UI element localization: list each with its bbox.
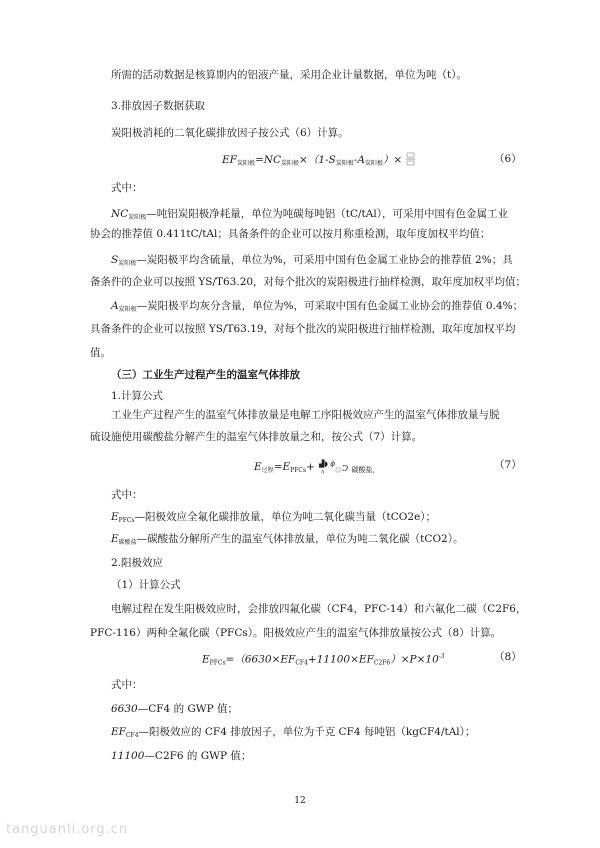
section-heading: [111, 389, 520, 403]
formula-glyph: [318, 458, 348, 474]
eq-subscript: 碳酸盐，: [351, 466, 380, 474]
paragraph-line: [111, 68, 520, 82]
paragraph-line: [90, 430, 520, 444]
eq-subscript: 炭阳极: [335, 160, 354, 167]
term: 6630: [111, 703, 138, 715]
eq-term: E: [254, 461, 262, 473]
paragraph-line: [90, 346, 520, 360]
subscript: 碳酸盐: [118, 539, 137, 546]
eq-term: =E: [273, 461, 291, 473]
paragraph-line: [111, 702, 520, 716]
paragraph-line: [111, 488, 520, 502]
eq-term: E: [202, 653, 210, 666]
text: —碳酸盐分解所产生的温室气体排放量，单位为吨二氧化碳（tCO2）。: [136, 533, 464, 545]
term: NC: [111, 208, 129, 220]
text: 备条件的企业可以按照 YS/T63.20，对每个批次的炭阳极进行抽样检测，取年度加权平均值；: [90, 276, 527, 288]
text: —C2F6 的 GWP 值；: [144, 750, 252, 762]
term: A: [111, 300, 119, 312]
text: 式中：: [111, 182, 143, 194]
term: E: [111, 533, 119, 545]
text: PFC-116）两种全氟化碳（PFCs）。阳极效应产生的温室气体排放量按公式（8）计算。: [90, 627, 502, 639]
text: 电解过程在发生阳极效应时，会排放四氟化碳（CF4，PFC-14）和六氟化二碳（C2F6，: [111, 603, 527, 615]
eq-subscript: C2F6: [373, 659, 391, 667]
text: 值。: [90, 347, 111, 359]
page-number: 12: [294, 796, 306, 806]
text: —吨铝炭阳极净耗量，单位为吨碳每吨铝（tC/tAl），可采用中国有色金属工业: [146, 208, 508, 220]
paragraph-line: [111, 749, 520, 763]
text: （1）计算公式: [111, 579, 181, 591]
text: 具备条件的企业可以按照 YS/T63.19，对每个批次的炭阳极进行抽样检测，取年度加权平均: [90, 323, 516, 335]
eq-term: =（6630×EF: [225, 653, 296, 666]
text: 3.排放因子数据获取: [111, 100, 206, 112]
term: E: [111, 511, 119, 523]
paragraph-line: [111, 126, 520, 140]
svg-text:Ↄ: Ↄ: [342, 464, 349, 473]
subscript: 炭阳极: [118, 306, 137, 313]
text: 工业生产过程产生的温室气体排放量是电解工序阳极效应产生的温室气体排放量与脱: [111, 409, 500, 421]
svg-text:▟◗ ɸ: ▟◗ ɸ: [319, 460, 336, 468]
term: 11100: [111, 750, 145, 762]
section-heading: [111, 99, 520, 113]
svg-text:η: η: [321, 469, 325, 474]
section-heading: [111, 368, 520, 382]
eq-term: ）×: [382, 154, 403, 166]
equation-8: [202, 650, 445, 671]
paragraph-line: [111, 725, 520, 743]
text: —炭阳极平均灰分含量，单位为%，可采取中国有色金属工业协会的推荐值 0.4%；: [136, 300, 524, 312]
eq-subscript: 过程: [261, 467, 274, 474]
eq-term: ×（1-S: [299, 154, 336, 166]
text: 1.计算公式: [111, 390, 164, 402]
equation-number: （8）: [494, 651, 522, 663]
equation-7: [254, 458, 380, 478]
eq-subscript: 炭阳极: [364, 160, 383, 167]
text: —阳极效应的 CF4 排放因子，单位为千克 CF4 每吨铝（kgCF4/tAl）；: [138, 726, 476, 738]
eq-superscript: -3: [438, 653, 445, 660]
subscript: CF4: [125, 732, 139, 739]
eq-subscript: CF4: [295, 659, 308, 667]
paragraph-line: [111, 253, 520, 271]
text: 2.阳极效应: [111, 557, 164, 569]
fraction-glyph: [406, 152, 416, 166]
text: 所需的活动数据是核算期内的铝液产量，采用企业计量数据，单位为吨（t）。: [111, 69, 467, 81]
eq-subscript: 炭阳极: [236, 160, 255, 167]
text: —CF4 的 GWP 值；: [137, 703, 238, 715]
watermark: tanguanli.org.cn: [6, 822, 129, 837]
text: 式中：: [111, 679, 143, 691]
paragraph-line: [90, 322, 520, 336]
equation-number: （7）: [494, 459, 522, 471]
text: 式中：: [111, 489, 143, 501]
eq-subscript: PFCs: [209, 659, 226, 667]
text: 炭阳极消耗的二氧化碳排放因子按公式（6）计算。: [111, 127, 349, 139]
eq-term: =NC: [254, 154, 281, 166]
subscript: 炭阳极: [118, 260, 137, 267]
paragraph-line: [90, 227, 520, 241]
paragraph-line: [111, 299, 524, 317]
subscript: 炭阳极: [128, 214, 147, 221]
text: —阳极效应全氟化碳排放量，单位为吨二氧化碳当量（tCO2e）；: [134, 511, 437, 523]
paragraph-line: [111, 532, 520, 550]
text: （三）工业生产过程产生的温室气体排放: [111, 369, 300, 381]
eq-term: EF: [222, 154, 237, 166]
eq-term: +11100×EF: [307, 653, 374, 666]
paragraph-line: [90, 626, 520, 640]
text: —炭阳极平均含硫量，单位为%，可采用中国有色金属工业协会的推荐值 2%；具: [136, 254, 513, 266]
text: 协会的推荐值 0.411tC/tAl；具备条件的企业可以按月称重检测，取年度加权平均值；: [90, 228, 491, 240]
paragraph-line: [90, 275, 527, 289]
subscript: PFCs: [118, 517, 135, 524]
paragraph-line: [111, 408, 520, 422]
paragraph-line: [111, 510, 520, 528]
eq-subscript: PFCs: [290, 467, 307, 474]
term: EF: [111, 726, 126, 738]
paragraph-line: [111, 678, 520, 692]
eq-term: +: [306, 461, 315, 473]
paragraph-line: [111, 602, 527, 616]
eq-term: -A: [353, 154, 365, 166]
equation-number: （6）: [494, 153, 522, 165]
eq-term: ）×P×10: [390, 653, 439, 666]
paragraph-line: [111, 207, 520, 225]
equation-6: [222, 152, 416, 171]
term: S: [111, 254, 119, 266]
section-heading: [111, 556, 520, 570]
text: 硫设施使用碳酸盐分解产生的温室气体排放量之和，按公式（7）计算。: [90, 431, 423, 443]
paragraph-line: [111, 181, 520, 195]
section-heading: [111, 578, 520, 592]
eq-subscript: 炭阳极: [281, 160, 300, 167]
